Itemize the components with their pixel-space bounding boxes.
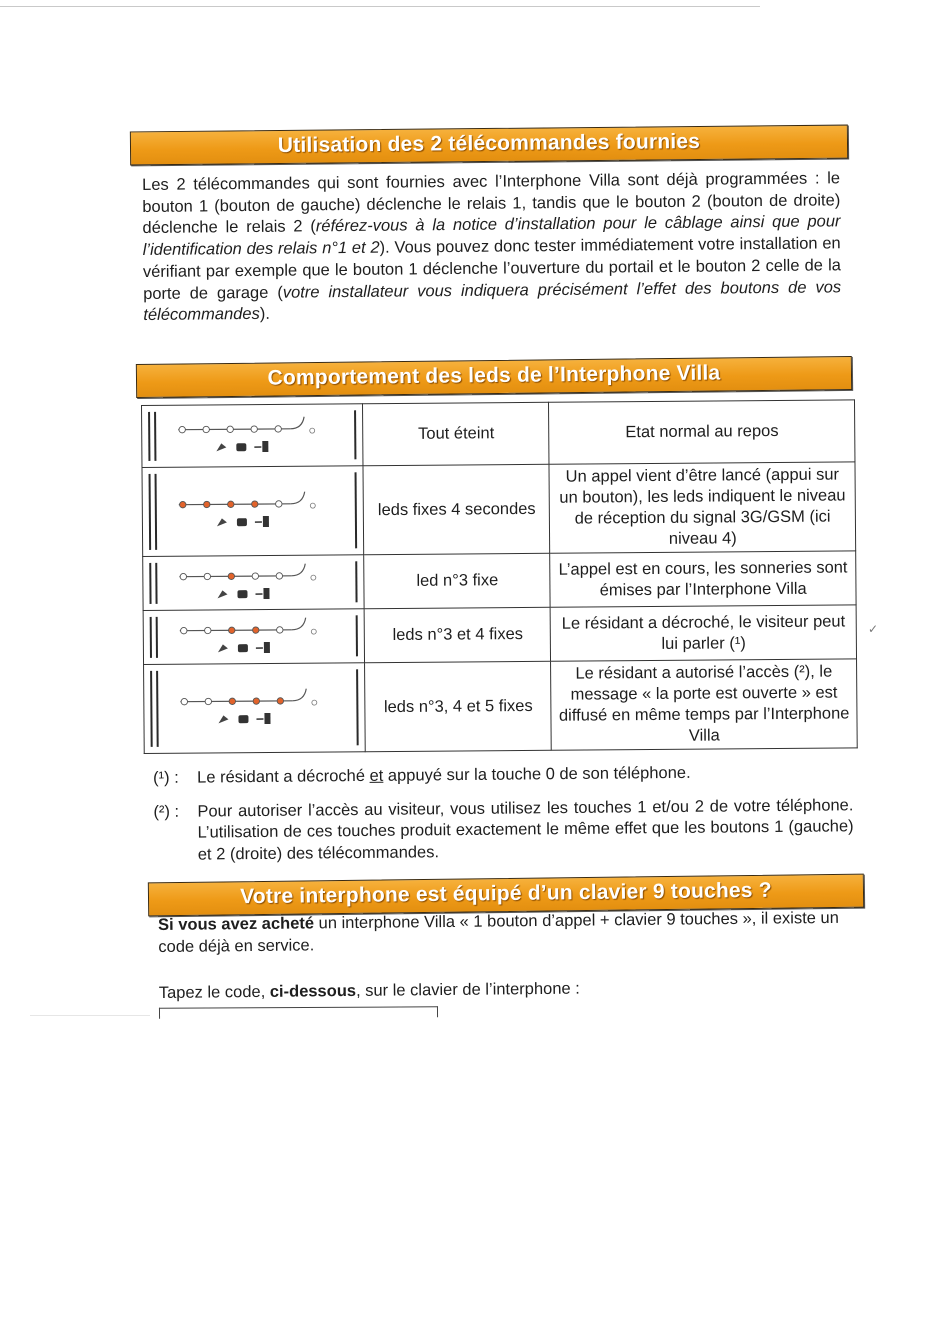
bell-icon: [218, 644, 228, 652]
scan-edge-line: [0, 6, 760, 7]
led-1: [181, 627, 187, 633]
keypad-text: Tapez le code,: [158, 982, 270, 1002]
table-row: [143, 605, 856, 665]
led-4: [253, 698, 259, 704]
footnote-marker: (²) :: [153, 802, 180, 821]
led-diagram-cell: [142, 404, 364, 468]
led-marker: [312, 700, 317, 705]
paragraph-italic: votre installateur vous indiquera précisément l’effet des boutons de vos télécommandes: [143, 277, 842, 325]
led-3: [229, 698, 235, 704]
led-state: leds n°3 et 4 fixes: [365, 607, 551, 662]
led-5: [277, 626, 283, 632]
paragraph-italic: référez-vous à la notice d’installation pour le câblage ainsi que pour l’identification des relais n°1 et 2: [142, 212, 841, 260]
led-strip-diagram: [173, 557, 333, 608]
bell-icon: [219, 715, 229, 723]
led-3: [229, 627, 235, 633]
led-1: [179, 426, 185, 432]
section-banner-leds: [136, 356, 852, 398]
led-2: [204, 573, 210, 579]
keypad-intro: [158, 907, 858, 958]
footnote-underlined: et: [369, 766, 384, 785]
led-2: [203, 426, 209, 432]
led-wire-curve: [291, 492, 305, 504]
led-5: [276, 501, 282, 507]
led-state: Tout éteint: [363, 402, 549, 465]
paragraph-text: ). Vous pouvez donc tester immédiatement votre installation en vérifiant par exemple que le bouton 1 déclenche l’ouverture du portail et le bouton 2 celle de la porte de garage (: [142, 234, 841, 303]
led-4: [252, 501, 258, 507]
keypad-section: [158, 907, 859, 1004]
led-wire: [180, 575, 292, 576]
footnotes: [153, 761, 854, 878]
led-diagram-cell: [142, 466, 364, 557]
bell-icon: [217, 518, 227, 526]
led-meaning: Etat normal au repos: [549, 400, 855, 464]
led-1: [180, 501, 186, 507]
led-2: [205, 698, 211, 704]
led-marker: [310, 428, 315, 433]
keypad-text: , sur le clavier de l’interphone :: [355, 979, 580, 1000]
led-state: leds n°3, 4 et 5 fixes: [365, 661, 552, 751]
led-3: [227, 426, 233, 432]
status-icons: [217, 516, 269, 527]
speaker-icon: [237, 518, 247, 526]
footnote-text: Pour autoriser l’accès au visiteur, vous utilisez les touches 1 et/ou 2 de votre téléphone. L’utilisation de ces touches produit exactement le même effet que les boutons 1 (gauche) et 2 (droite) des télécommandes.: [197, 795, 854, 864]
status-icons: [218, 587, 270, 598]
section-title: Utilisation des 2 télécommandes fournies: [277, 129, 701, 158]
led-5: [276, 572, 282, 578]
footnote-text-part: appuyé sur la touche 0 de son téléphone.: [383, 763, 691, 785]
led-meaning: L’appel est en cours, les sonneries sont émises par l’Interphone Villa: [550, 551, 856, 607]
led-4: [251, 425, 257, 431]
led-diagram-cell: [144, 663, 366, 754]
door-icon: [265, 713, 271, 724]
keypad-bold: ci-dessous: [269, 981, 357, 1001]
led-4: [252, 572, 258, 578]
led-strip-diagram: [173, 485, 333, 536]
speaker-icon: [237, 443, 247, 451]
scan-speck: ✓: [868, 622, 879, 636]
speaker-icon: [238, 644, 248, 652]
door-icon: [264, 641, 270, 652]
section-title: Comportement des leds de l’Interphone Villa: [267, 361, 721, 390]
led-2: [205, 627, 211, 633]
door-icon: [263, 516, 269, 527]
table-row: [144, 659, 858, 754]
led-meaning: Un appel vient d’être lancé (appui sur un bouton), les leds indiquent le niveau de réception du signal 3G/GSM (ici niveau 4): [549, 462, 855, 553]
footnote-marker: (¹) :: [153, 768, 179, 787]
speaker-icon: [238, 590, 248, 598]
led-wire-curve: [291, 563, 305, 575]
led-marker: [311, 575, 316, 580]
footnote-text-part: Le résidant a décroché: [197, 766, 370, 787]
bell-icon: [217, 443, 227, 451]
section-banner-remotes: [130, 125, 848, 166]
led-strip-diagram: [174, 682, 334, 733]
led-strip-diagram: [172, 410, 332, 461]
led-meaning: Le résidant a autorisé l’accès (²), le message « la porte est ouverte » est diffusé en même temps par l’Interphone Villa: [551, 659, 857, 750]
led-wire-curve: [292, 617, 306, 629]
led-marker: [311, 629, 316, 634]
table-row: [143, 551, 856, 611]
led-behaviour-table: [141, 399, 858, 754]
led-1: [181, 698, 187, 704]
table-row: [142, 400, 855, 468]
led-strip-diagram: [174, 611, 334, 662]
led-3: [228, 501, 234, 507]
footnote-text: [197, 761, 853, 789]
keypad-text: un interphone Villa « 1 bouton d’appel + clavier 9 touches », il existe un code déjà en service.: [158, 908, 839, 956]
led-4: [253, 626, 259, 632]
led-1: [180, 573, 186, 579]
led-5: [277, 698, 283, 704]
bell-icon: [218, 590, 228, 598]
status-icons: [218, 641, 270, 652]
scan-artifact: [30, 1015, 150, 1016]
speaker-icon: [239, 715, 249, 723]
led-state: led n°3 fixe: [364, 553, 550, 608]
led-5: [275, 425, 281, 431]
led-2: [204, 501, 210, 507]
footnote-2: [153, 795, 854, 866]
led-diagram-cell: [143, 609, 365, 665]
led-diagram-cell: [143, 555, 365, 611]
footnote-1: [153, 761, 853, 789]
remotes-paragraph: [142, 168, 841, 327]
status-icons: [217, 440, 269, 451]
section-title: Votre interphone est équipé d’un clavier 9 touches ?: [240, 878, 772, 909]
keypad-bold: Si vous avez acheté: [158, 914, 315, 934]
status-icons: [219, 713, 271, 724]
led-wire: [180, 629, 292, 630]
table-row: [142, 462, 856, 557]
led-meaning: Le résidant a décroché, le visiteur peut lui parler (¹): [551, 605, 857, 661]
led-wire: [179, 504, 291, 505]
led-wire: [181, 701, 293, 702]
led-wire-curve: [292, 689, 306, 701]
led-marker: [310, 503, 315, 508]
led-wire-curve: [290, 416, 304, 428]
code-box: [159, 1006, 438, 1018]
paragraph-text: Les 2 télécommandes qui sont fournies avec l’Interphone Villa sont déjà programmées : le bouton 1 (bouton de gauche) déclenche le relais 1, tandis que le bouton 2 (bouton de droite) déclenche le relais 2 (: [142, 169, 841, 238]
door-icon: [263, 440, 269, 451]
door-icon: [264, 587, 270, 598]
paragraph-text: ).: [259, 304, 271, 324]
led-state: leds fixes 4 secondes: [363, 464, 550, 554]
led-3: [228, 573, 234, 579]
led-wire: [178, 428, 290, 429]
